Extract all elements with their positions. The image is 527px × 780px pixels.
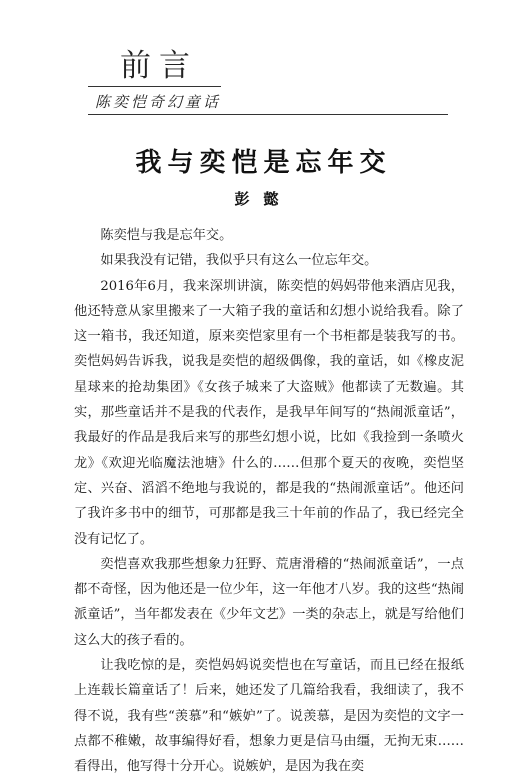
section-title: 前言 (120, 48, 198, 84)
header-top-rule (88, 86, 221, 87)
paragraph: 如果我没有记错，我似乎只有这么一位忘年交。 (100, 253, 378, 269)
header-bottom-rule (88, 114, 448, 115)
article-author: 彭懿 (234, 190, 293, 208)
paragraph: 奕恺喜欢我那些想象力狂野、荒唐滑稽的“热闹派童话”，一点都不奇怪，因为他还是一位少年，这一年他才八岁。我的这些“热闹派童话”，当年都发表在《少年文艺》一类的杂志上，就是写给他们这么大的孩子看的。 (74, 556, 464, 648)
paragraph: 陈奕恺与我是忘年交。 (100, 228, 233, 243)
section-subtitle: 陈奕恺奇幻童话 (95, 93, 222, 111)
paragraph: 让我吃惊的是，奕恺妈妈说奕恺也在写童话，而且已经在报纸上连载长篇童话了！后来，她还发了几篇给我看，我细读了，我不得不说，我有些“羡慕”和“嫉妒”了。说羡慕，是因为奕恺的文字一点都不稚嫩，故事编得好看，想象力更是信马由缰，无拘无束……看得出，他写得十分开心。说嫉妒，是因为我在奕 (74, 658, 464, 775)
article-title: 我与奕恺是忘年交 (135, 148, 392, 178)
paragraph: 2016年6月，我来深圳讲演，陈奕恺的妈妈带他来酒店见我，他还特意从家里搬来了一大箱子我的童话和幻想小说给我看。除了这一箱书，我还知道，原来奕恺家里有一个书柜都是装我写的书。奕恺妈妈告诉我，说我是奕恺的超级偶像，我的童话，如《橡皮泥星球来的抢劫集团》《女孩子城来了大盗贼》他都读了无数遍。其实，那些童话并不是我的代表作，是我早年间写的“热闹派童话”，我最好的作品是我后来写的那些幻想小说，比如《我捡到一条喷火龙》《欢迎光临魔法池塘》什么的……但那个夏天的夜晚，奕恺坚定、兴奋、滔滔不绝地与我说的，都是我的“热闹派童话”。他还问了我许多书中的细节，可那都是我三十年前的作品了，我已经完全没有记忆了。 (74, 278, 464, 547)
article-body (74, 223, 464, 780)
